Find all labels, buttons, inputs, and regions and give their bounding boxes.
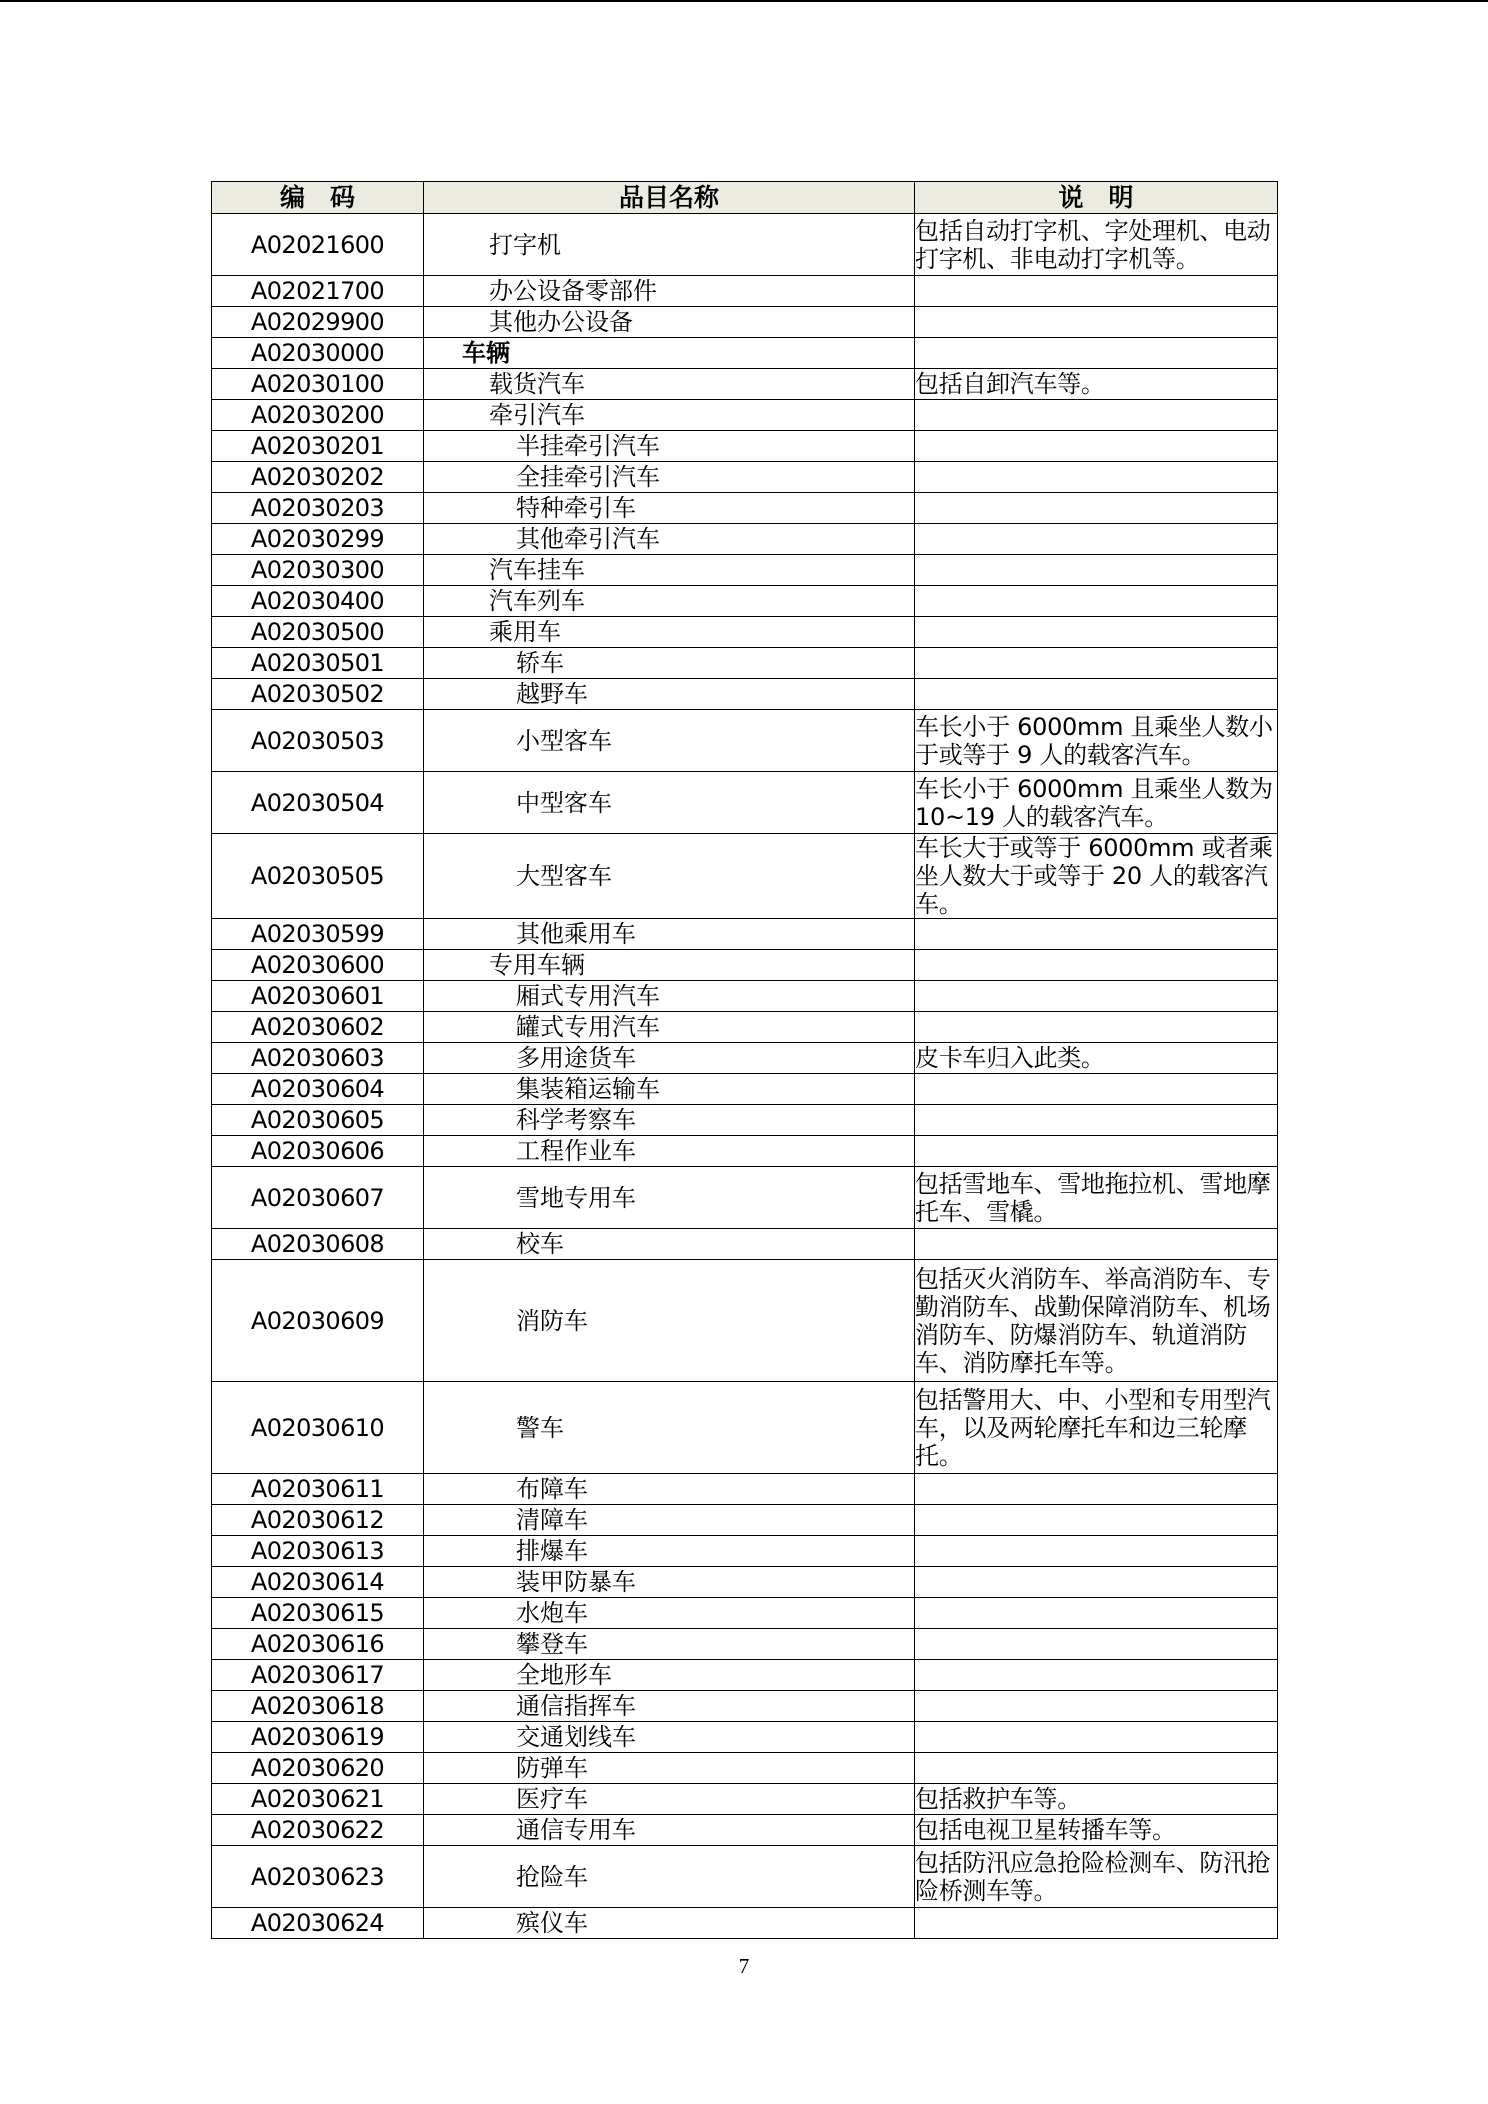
item-code: A02030505 bbox=[212, 834, 424, 919]
table-row bbox=[212, 1136, 1278, 1167]
item-name: 集装箱运输车 bbox=[424, 1074, 915, 1105]
item-name: 汽车列车 bbox=[424, 586, 915, 617]
catalog-table bbox=[211, 181, 1278, 1939]
item-code: A02030100 bbox=[212, 369, 424, 400]
item-description bbox=[915, 679, 1278, 710]
item-name: 防弹车 bbox=[424, 1753, 915, 1784]
table-row bbox=[212, 338, 1278, 369]
item-name: 多用途货车 bbox=[424, 1043, 915, 1074]
table-row bbox=[212, 493, 1278, 524]
item-name: 轿车 bbox=[424, 648, 915, 679]
item-code: A02030620 bbox=[212, 1753, 424, 1784]
item-description: 包括救护车等。 bbox=[915, 1784, 1278, 1815]
item-name: 其他办公设备 bbox=[424, 307, 915, 338]
item-code: A02030610 bbox=[212, 1382, 424, 1474]
table-row bbox=[212, 1105, 1278, 1136]
table-row bbox=[212, 524, 1278, 555]
table-row bbox=[212, 950, 1278, 981]
item-code: A02030607 bbox=[212, 1167, 424, 1229]
item-code: A02030608 bbox=[212, 1229, 424, 1260]
item-description: 包括电视卫星转播车等。 bbox=[915, 1815, 1278, 1846]
item-description bbox=[915, 555, 1278, 586]
item-code: A02030619 bbox=[212, 1722, 424, 1753]
item-name: 通信指挥车 bbox=[424, 1691, 915, 1722]
table-row bbox=[212, 617, 1278, 648]
item-description bbox=[915, 586, 1278, 617]
item-description bbox=[915, 276, 1278, 307]
table-row bbox=[212, 307, 1278, 338]
item-description bbox=[915, 1598, 1278, 1629]
table-row bbox=[212, 834, 1278, 919]
table-row bbox=[212, 710, 1278, 772]
item-name: 汽车挂车 bbox=[424, 555, 915, 586]
table-row bbox=[212, 1043, 1278, 1074]
item-name: 半挂牵引汽车 bbox=[424, 431, 915, 462]
table-row bbox=[212, 586, 1278, 617]
item-description bbox=[915, 981, 1278, 1012]
item-code: A02030617 bbox=[212, 1660, 424, 1691]
table-row bbox=[212, 1660, 1278, 1691]
item-description bbox=[915, 307, 1278, 338]
table-row bbox=[212, 772, 1278, 834]
item-name: 交通划线车 bbox=[424, 1722, 915, 1753]
item-description bbox=[915, 1753, 1278, 1784]
item-description bbox=[915, 431, 1278, 462]
table-row bbox=[212, 1074, 1278, 1105]
item-name: 科学考察车 bbox=[424, 1105, 915, 1136]
table-row bbox=[212, 555, 1278, 586]
item-code: A02030603 bbox=[212, 1043, 424, 1074]
item-code: A02021700 bbox=[212, 276, 424, 307]
item-description bbox=[915, 1660, 1278, 1691]
item-code: A02030400 bbox=[212, 586, 424, 617]
item-code: A02030504 bbox=[212, 772, 424, 834]
table-row bbox=[212, 919, 1278, 950]
table-row bbox=[212, 679, 1278, 710]
item-name: 装甲防暴车 bbox=[424, 1567, 915, 1598]
item-description bbox=[915, 1074, 1278, 1105]
item-name: 打字机 bbox=[424, 214, 915, 276]
item-name: 全挂牵引汽车 bbox=[424, 462, 915, 493]
table-row bbox=[212, 431, 1278, 462]
item-name: 医疗车 bbox=[424, 1784, 915, 1815]
item-code: A02030614 bbox=[212, 1567, 424, 1598]
item-code: A02030622 bbox=[212, 1815, 424, 1846]
item-code: A02030604 bbox=[212, 1074, 424, 1105]
item-code: A02030500 bbox=[212, 617, 424, 648]
table-row bbox=[212, 981, 1278, 1012]
table-row bbox=[212, 1815, 1278, 1846]
item-description bbox=[915, 950, 1278, 981]
item-description bbox=[915, 524, 1278, 555]
table-row bbox=[212, 214, 1278, 276]
page-number: 7 bbox=[738, 1954, 750, 1978]
item-description: 包括自动打字机、字处理机、电动打字机、非电动打字机等。 bbox=[915, 214, 1278, 276]
item-code: A02030616 bbox=[212, 1629, 424, 1660]
item-description bbox=[915, 1229, 1278, 1260]
item-description: 包括灭火消防车、举高消防车、专勤消防车、战勤保障消防车、机场消防车、防爆消防车、轨道消防车、消防摩托车等。 bbox=[915, 1260, 1278, 1382]
item-code: A02030601 bbox=[212, 981, 424, 1012]
item-description: 包括防汛应急抢险检测车、防汛抢险桥测车等。 bbox=[915, 1846, 1278, 1908]
table-row bbox=[212, 1753, 1278, 1784]
table-row bbox=[212, 1474, 1278, 1505]
item-name: 布障车 bbox=[424, 1474, 915, 1505]
item-code: A02030300 bbox=[212, 555, 424, 586]
item-name: 排爆车 bbox=[424, 1536, 915, 1567]
item-code: A02030624 bbox=[212, 1908, 424, 1939]
item-code: A02030599 bbox=[212, 919, 424, 950]
header-code: 编 码 bbox=[212, 182, 424, 214]
item-description bbox=[915, 1136, 1278, 1167]
item-description bbox=[915, 1536, 1278, 1567]
item-code: A02030611 bbox=[212, 1474, 424, 1505]
item-name: 攀登车 bbox=[424, 1629, 915, 1660]
item-description bbox=[915, 1567, 1278, 1598]
table-row bbox=[212, 1229, 1278, 1260]
item-name: 特种牵引车 bbox=[424, 493, 915, 524]
item-name: 殡仪车 bbox=[424, 1908, 915, 1939]
table-row bbox=[212, 1505, 1278, 1536]
item-description bbox=[915, 648, 1278, 679]
item-description: 包括雪地车、雪地拖拉机、雪地摩托车、雪橇。 bbox=[915, 1167, 1278, 1229]
table-row bbox=[212, 1846, 1278, 1908]
header-row bbox=[212, 182, 1278, 214]
item-code: A02021600 bbox=[212, 214, 424, 276]
table-row bbox=[212, 369, 1278, 400]
item-name: 清障车 bbox=[424, 1505, 915, 1536]
item-name: 载货汽车 bbox=[424, 369, 915, 400]
header-desc: 说 明 bbox=[915, 182, 1278, 214]
table-header bbox=[212, 182, 1278, 214]
item-code: A02030618 bbox=[212, 1691, 424, 1722]
item-name: 中型客车 bbox=[424, 772, 915, 834]
item-name: 警车 bbox=[424, 1382, 915, 1474]
item-description: 车长小于 6000mm 且乘坐人数小于或等于 9 人的载客汽车。 bbox=[915, 710, 1278, 772]
item-description: 皮卡车归入此类。 bbox=[915, 1043, 1278, 1074]
item-code: A02030503 bbox=[212, 710, 424, 772]
item-description bbox=[915, 1629, 1278, 1660]
item-code: A02030200 bbox=[212, 400, 424, 431]
item-name: 小型客车 bbox=[424, 710, 915, 772]
item-code: A02030612 bbox=[212, 1505, 424, 1536]
item-name: 其他乘用车 bbox=[424, 919, 915, 950]
table-row bbox=[212, 400, 1278, 431]
item-name: 车辆 bbox=[424, 338, 915, 369]
item-name: 牵引汽车 bbox=[424, 400, 915, 431]
item-name: 通信专用车 bbox=[424, 1815, 915, 1846]
item-description bbox=[915, 338, 1278, 369]
item-code: A02030621 bbox=[212, 1784, 424, 1815]
page-top-border bbox=[0, 0, 1488, 2]
item-name: 抢险车 bbox=[424, 1846, 915, 1908]
item-description: 车长大于或等于 6000mm 或者乘坐人数大于或等于 20 人的载客汽车。 bbox=[915, 834, 1278, 919]
item-description bbox=[915, 1691, 1278, 1722]
table-row bbox=[212, 1260, 1278, 1382]
table-row bbox=[212, 1536, 1278, 1567]
item-description bbox=[915, 1722, 1278, 1753]
table-row bbox=[212, 1629, 1278, 1660]
item-name: 工程作业车 bbox=[424, 1136, 915, 1167]
item-code: A02030605 bbox=[212, 1105, 424, 1136]
item-description bbox=[915, 462, 1278, 493]
table-row bbox=[212, 1567, 1278, 1598]
table-row bbox=[212, 462, 1278, 493]
item-name: 厢式专用汽车 bbox=[424, 981, 915, 1012]
item-code: A02030602 bbox=[212, 1012, 424, 1043]
item-description bbox=[915, 1908, 1278, 1939]
table-row bbox=[212, 1784, 1278, 1815]
item-description bbox=[915, 1474, 1278, 1505]
item-code: A02030203 bbox=[212, 493, 424, 524]
table-row bbox=[212, 1908, 1278, 1939]
item-name: 水炮车 bbox=[424, 1598, 915, 1629]
item-code: A02030613 bbox=[212, 1536, 424, 1567]
item-code: A02029900 bbox=[212, 307, 424, 338]
item-description bbox=[915, 1505, 1278, 1536]
item-name: 全地形车 bbox=[424, 1660, 915, 1691]
item-code: A02030600 bbox=[212, 950, 424, 981]
item-code: A02030201 bbox=[212, 431, 424, 462]
item-name: 校车 bbox=[424, 1229, 915, 1260]
item-name: 办公设备零部件 bbox=[424, 276, 915, 307]
item-name: 越野车 bbox=[424, 679, 915, 710]
table-row bbox=[212, 276, 1278, 307]
item-code: A02030000 bbox=[212, 338, 424, 369]
item-name: 专用车辆 bbox=[424, 950, 915, 981]
item-code: A02030609 bbox=[212, 1260, 424, 1382]
table-row bbox=[212, 648, 1278, 679]
item-description bbox=[915, 1105, 1278, 1136]
item-code: A02030502 bbox=[212, 679, 424, 710]
table-body bbox=[212, 214, 1278, 1939]
table-row bbox=[212, 1012, 1278, 1043]
item-description bbox=[915, 493, 1278, 524]
table-row bbox=[212, 1167, 1278, 1229]
item-name: 其他牵引汽车 bbox=[424, 524, 915, 555]
item-name: 雪地专用车 bbox=[424, 1167, 915, 1229]
item-name: 罐式专用汽车 bbox=[424, 1012, 915, 1043]
item-name: 消防车 bbox=[424, 1260, 915, 1382]
item-code: A02030501 bbox=[212, 648, 424, 679]
item-description: 包括自卸汽车等。 bbox=[915, 369, 1278, 400]
item-code: A02030299 bbox=[212, 524, 424, 555]
table-row bbox=[212, 1598, 1278, 1629]
item-code: A02030606 bbox=[212, 1136, 424, 1167]
item-code: A02030615 bbox=[212, 1598, 424, 1629]
item-code: A02030202 bbox=[212, 462, 424, 493]
table-row bbox=[212, 1722, 1278, 1753]
item-description bbox=[915, 919, 1278, 950]
table-row bbox=[212, 1382, 1278, 1474]
item-description: 车长小于 6000mm 且乘坐人数为 10~19 人的载客汽车。 bbox=[915, 772, 1278, 834]
item-description bbox=[915, 1012, 1278, 1043]
item-description bbox=[915, 400, 1278, 431]
item-code: A02030623 bbox=[212, 1846, 424, 1908]
item-name: 乘用车 bbox=[424, 617, 915, 648]
item-description bbox=[915, 617, 1278, 648]
item-name: 大型客车 bbox=[424, 834, 915, 919]
item-description: 包括警用大、中、小型和专用型汽车，以及两轮摩托车和边三轮摩托。 bbox=[915, 1382, 1278, 1474]
header-name: 品目名称 bbox=[424, 182, 915, 214]
table-row bbox=[212, 1691, 1278, 1722]
